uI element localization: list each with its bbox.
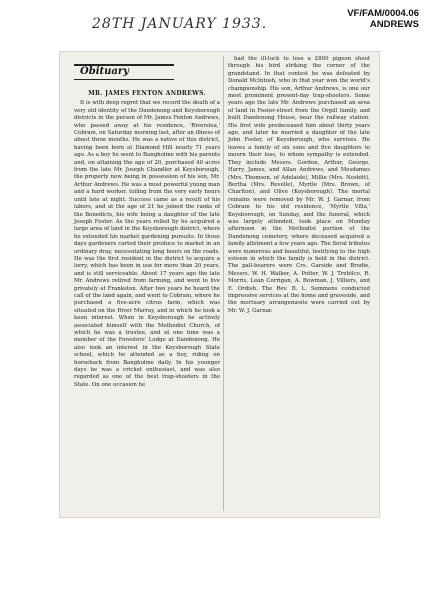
right-column-text: had the ill-luck to lose a £800 pigeon shoot through his bird striking the corner of the grandstand. In that contest he was defeated by Donald McIntosh, who in that year won the world's championship. His son, Arthur Andrews, is one our most prominent present-day trap-shooters. Some years ago the late Mr. Andrews purchased an area of land in Foster-street from the Orgill family, and built Dandenong House, near the railway station. His first wife predeceased him about thirty years ago, and later he married a daughter of the late John Foster, of Keysborough, who survives. He leaves a family of six sons and five daughters to mourn their loss, to whom sympathy is extended. They include Messrs. Gordon, Arthur, George, Harry, James, and Allan Andrews, and Mesdames (Mrs. Thomson, of Adelaide), Millie (Mrs. Nesbitt), Bertha (Mrs. Revelle), Myrtle (Mrs. Brown, of Charlton), and Olive (Keysborough). The mortal remains were removed by Mr. W. J. Garnar, from Cobram to his old residence, 'Myrtle Villa,' Keysborough, on Sunday, and the funeral, which was largely attended, took place on Monday afternoon in the Methodist portion of the Dandenong cemetery, where deceased acquired a family allotment a few years ago. The floral tributes were numerous and beautiful, testifying to the high esteem in which the family is held in the district. The pall-bearers were Crs. Garside and Brodie, Messrs. W. H. Walker, A. Potter, W. J. Trebilco, R. Morris, Lean Corrigan, A. Bowman, J. Villiers, and E. Ordish. The Rev. B. L. Semmens conducted impressive services at the home and graveside, and the mortuary arrangements were carried out by Mr. W. J. Garnar.: [228, 56, 370, 314]
obituary-header: [74, 64, 174, 80]
reference-code: VF/FAM/0004.06: [347, 8, 419, 19]
handwritten-date: 28TH JANUARY 1933.: [92, 16, 268, 32]
right-column: [228, 56, 370, 315]
reference-surname: ANDREWS: [369, 19, 419, 30]
left-column: [74, 90, 220, 389]
archive-reference: [347, 8, 419, 30]
column-divider: [223, 56, 224, 511]
left-column-text: It is with deep regret that we record the death of a very old identity of the Dandenong and Keysborough districts in the person of Mr. James Fenton Andrews, who passed away at his residence, 'Riverslea,' Cobram, on Saturday morning last, after an illness of about three months. He was a native of this district, having been born at Diamond Hill nearly 71 years ago. As a boy he went to Bangholme with his parents and, on attaining the age of 20, purchased 40 acres from the late Mr. Joseph Chandler at Keysborough, the property now being in possession of his son, Mr. Arthur Andrews. He was a most powerful young man and a hard worker, toiling from the very early hours until late at night. Success came as a result of his labors, and at the age of 21 he joined the ranks of the Benedicts, his wife being a daughter of the late Joseph Foster. As the years rolled by he acquired a large area of land in the Keysborough district, where he extended his market gardening pursuits. In those days gardeners carted their produce to market in an ordinary dray, necessitating long hours on the roads. He was the first resident in the district to acquire a lorry, which has been in use for more than 20 years, and is still serviceable. About 17 years ago the late Mr. Andrews retired from farming, and went to live privately at Frankston. After two years he heard the call of the land again, and went to Cobram, where he purchased a five-acre citrus farm, which was situated on the River Murray, and in which he took a keen interest. When in Keysborough he actively associated himself with the Methodist Church, of which he was a trustee, and at one time was a member of the Foresters' Lodge at Dandenong. He also took an interest in the Keysborough State school, which he attended as a boy, riding on horseback from Bangholme daily. In his younger days he was a cricket enthusiast, and was also regarded as one of the best trap-shooters in the State. On one occasion he: [74, 100, 220, 388]
obituary-heading: Obituary: [80, 66, 129, 77]
newspaper-clipping: [60, 52, 379, 517]
obituary-subheading: MR. JAMES FENTON ANDREWS.: [88, 90, 206, 97]
